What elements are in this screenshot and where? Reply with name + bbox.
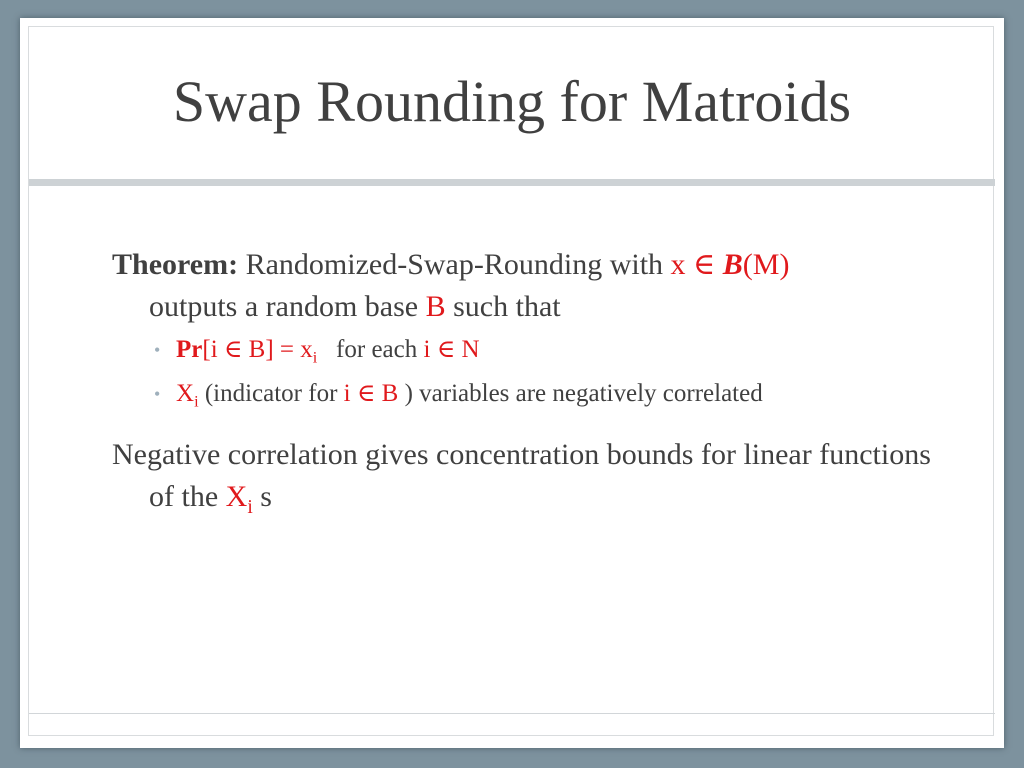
pr-label: Pr xyxy=(176,336,203,363)
theorem-text-1: Randomized-Swap-Rounding with xyxy=(238,248,671,281)
footer-divider xyxy=(29,713,995,714)
conclusion-text-1: Negative correlation gives concentration bounds for linear functions of the xyxy=(112,438,931,513)
theorem-matroid: (M) xyxy=(742,248,790,281)
theorem-in-symbol: ∈ xyxy=(693,248,716,281)
theorem-paragraph xyxy=(112,244,942,328)
pr-expression: [i ∈ $B] = x_i$ xyxy=(202,336,318,367)
slide-body xyxy=(112,244,942,518)
x-i-variable: $X_i$ xyxy=(176,380,199,411)
conclusion-text-2: s xyxy=(252,480,272,513)
i-in-N: i ∈ N xyxy=(423,336,480,363)
title-divider xyxy=(29,179,995,186)
theorem-base-polytope: B xyxy=(722,248,743,281)
bullet-dot-icon: • xyxy=(154,384,161,404)
bullet-dot-icon: • xyxy=(154,340,161,360)
theorem-base-B: B xyxy=(425,290,446,323)
theorem-text-3: such that xyxy=(445,290,561,323)
theorem-text-2: outputs a random base xyxy=(149,290,426,323)
correlation-text: ) variables are negatively correlated xyxy=(398,380,763,407)
bullet-item-probability xyxy=(112,332,942,368)
i-in-B: i ∈ B xyxy=(343,380,399,407)
indicator-text: (indicator for xyxy=(198,380,344,407)
theorem-bullets xyxy=(112,332,942,412)
conclusion-paragraph xyxy=(112,434,942,518)
conclusion-x-i: $X_i$ xyxy=(225,480,253,518)
bullet-item-correlation xyxy=(112,376,942,412)
for-each-text: for each xyxy=(317,336,424,363)
theorem-label: Theorem: xyxy=(112,248,239,281)
slide-title: Swap Rounding for Matroids xyxy=(172,69,852,134)
slide xyxy=(20,18,1004,748)
theorem-x: x xyxy=(670,248,686,281)
